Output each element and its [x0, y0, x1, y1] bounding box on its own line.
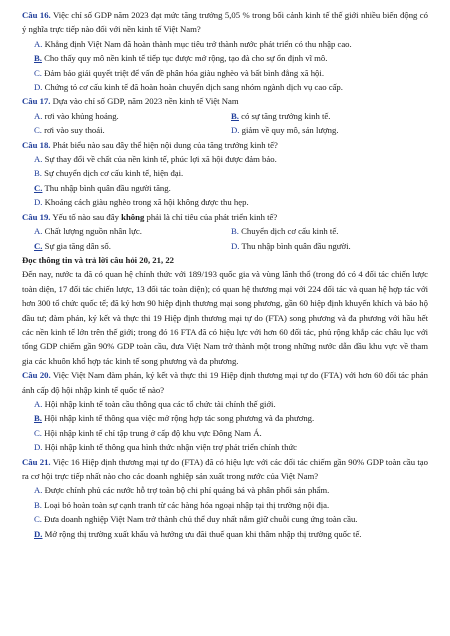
option-letter-answer: B. [231, 110, 239, 121]
option-text: Hội nhập kinh tế thông qua việc mở rộng hợp tác song phương và đa phương. [44, 413, 315, 424]
option-text: Chuyển dịch cơ cấu kinh tế. [241, 226, 339, 237]
option-text: Hội nhập kinh tế toàn cầu thông qua các tổ chức tài chính thế giới. [44, 398, 276, 409]
question-body: Việc chỉ số GDP năm 2023 đạt mức tăng trưởng 5,05 % trong bối cảnh kinh tế thế giới nhiều biến động có ý nghĩa trực tiếp nào đối với nền kinh tế Việt Nam? [22, 10, 429, 35]
option-text: Thu nhập bình quân đầu người. [241, 240, 351, 251]
option-a[interactable] [34, 109, 231, 123]
option-a[interactable] [34, 224, 231, 238]
option-letter: D. [34, 82, 43, 93]
option-text: Chứng tỏ cơ cấu kinh tế đã hoàn hoàn chuyển dịch sang nhóm ngành dịch vụ cao cấp. [44, 82, 343, 93]
question-number: Câu 16. [22, 10, 51, 20]
option-letter: B. [34, 168, 42, 179]
option-letter-answer: C. [34, 182, 43, 193]
option-letter: A. [34, 226, 43, 237]
option-row [22, 109, 428, 123]
reading-passage [22, 253, 428, 368]
question-text [22, 8, 428, 37]
question-19 [22, 210, 428, 253]
question-21 [22, 455, 428, 541]
option-letter: A. [34, 398, 43, 409]
option-letter: C. [34, 514, 42, 525]
option-text: Khẳng định Việt Nam đã hoàn thành mục tiêu trở thành nước phát triển có thu nhập cao. [44, 38, 352, 49]
question-20 [22, 368, 428, 454]
option-d[interactable] [22, 440, 428, 454]
question-text [22, 138, 428, 152]
question-16 [22, 8, 428, 94]
question-number: Câu 17. [22, 96, 51, 107]
option-letter: B. [231, 226, 239, 237]
option-text: Loại bỏ hoàn toàn sự cạnh tranh từ các hàng hóa ngoại nhập tại thị trường nội địa. [44, 499, 330, 510]
option-c[interactable] [34, 239, 231, 253]
option-letter: D. [231, 240, 240, 251]
option-d[interactable] [22, 80, 428, 94]
option-d[interactable] [22, 195, 428, 209]
option-letter: A. [34, 485, 43, 496]
option-b[interactable] [22, 51, 428, 65]
option-text: giảm về quy mô, sản lượng. [241, 125, 339, 136]
option-letter: A. [34, 110, 43, 121]
option-d[interactable] [231, 239, 428, 253]
option-text: Thu nhập bình quân đầu người tăng. [44, 182, 171, 193]
option-letter: C. [34, 427, 42, 438]
option-b[interactable] [231, 109, 428, 123]
option-letter: D. [231, 125, 240, 136]
option-a[interactable] [22, 37, 428, 51]
option-text: Chất lượng nguồn nhân lực. [44, 226, 142, 237]
option-letter: C. [34, 125, 42, 136]
option-letter-answer: B. [34, 53, 42, 64]
question-number: Câu 19. [22, 211, 51, 222]
option-letter: D. [34, 442, 43, 453]
option-b[interactable] [231, 224, 428, 238]
option-text: Sự gia tăng dân số. [44, 240, 111, 251]
option-text: Khoảng cách giàu nghèo trong xã hội không được thu hẹp. [44, 197, 249, 208]
option-row [22, 239, 428, 253]
option-letter: C. [34, 67, 42, 78]
passage-heading: Đọc thông tin và trả lời câu hỏi 20, 21, 22 [22, 254, 175, 265]
question-text [22, 455, 428, 484]
question-number: Câu 20. [22, 370, 51, 381]
option-letter-answer: C. [34, 240, 43, 251]
question-number: Câu 18. [22, 139, 51, 150]
question-body: Dựa vào chỉ số GDP, năm 2023 nền kinh tế Việt Nam [52, 96, 239, 107]
option-letter: B. [34, 499, 42, 510]
question-text [22, 210, 428, 224]
option-text: Mở rộng thị trường xuất khẩu và hưởng ưu đãi thuế quan khi thâm nhập thị trường quốc tế. [44, 528, 362, 539]
option-text: rơi vào suy thoái. [44, 125, 105, 136]
option-letter-answer: B. [34, 413, 42, 424]
option-text: Đảm bảo giải quyết triệt để vấn đề phân hóa giàu nghèo và bất bình đẳng xã hội. [44, 67, 324, 78]
question-body: Phát biểu nào sau đây thể hiện nội dung của tăng trưởng kinh tế? [52, 139, 278, 150]
option-row [22, 224, 428, 238]
option-letter: A. [34, 154, 43, 165]
option-text: Sự thay đổi về chất của nền kinh tế, phúc lợi xã hội được đảm bảo. [44, 154, 277, 165]
option-c[interactable] [22, 426, 428, 440]
option-text: có sự tăng trưởng kinh tế. [241, 110, 331, 121]
option-text: Cho thấy quy mô nền kinh tế tiếp tục được mở rộng, tạo đà cho sự ổn định vĩ mô. [44, 53, 328, 64]
question-body: Yếu tố nào sau đây [52, 211, 122, 222]
question-body: phải là chỉ tiêu của phát triển kinh tế? [144, 211, 278, 222]
option-text: Sự chuyển dịch cơ cấu kinh tế, hiện đại. [44, 168, 184, 179]
question-body: Việc Việt Nam đàm phán, ký kết và thực thi 19 Hiệp định thương mại tự do (FTA) với hơn 60 đối tác phản ánh cấp độ hội nhập kinh tế quốc tế nào? [22, 370, 429, 395]
option-c[interactable] [22, 512, 428, 526]
question-number: Câu 21. [22, 456, 51, 467]
question-text [22, 94, 428, 108]
option-c[interactable] [34, 123, 231, 137]
option-text: rơi vào khủng hoảng. [44, 110, 119, 121]
option-d[interactable] [22, 527, 428, 541]
option-text: Đưa doanh nghiệp Việt Nam trở thành chủ thể duy nhất nắm giữ chuỗi cung ứng toàn cầu. [44, 514, 358, 525]
question-body: Việc 16 Hiệp định thương mại tự do (FTA) đã có hiệu lực với các đối tác chiếm gần 90% GDP toàn cầu tạo ra cơ hội trực tiếp nhất nào cho các doanh nghiệp sản xuất trong nước của Việt Nam? [22, 456, 428, 481]
question-emphasis: không [121, 211, 145, 222]
option-c[interactable] [22, 181, 428, 195]
option-letter: A. [34, 38, 43, 49]
option-b[interactable] [22, 166, 428, 180]
question-18 [22, 138, 428, 210]
option-a[interactable] [22, 483, 428, 497]
passage-text: Đến nay, nước ta đã có quan hệ chính thức với 189/193 quốc gia và vùng lãnh thổ (trong đó có 4 đối tác chiến lược toàn diện, 17 đối tác chiến lược, 13 đối tác toàn diện); có quan hệ thương mại với 224 đối tác và quan hệ hợp tác với hơn 300 tổ chức quốc tế; đã ký hơn 90 hiệp định thương mại song phương, gần 60 hiệp định khuyến khích và bảo hộ đầu tư; đàm phán, ký kết và thực thi 19 Hiệp định thương mại tự do (FTA) song phương và đa phương với hầu hết các nền kinh tế lớn trên thế giới; trong đó 16 FTA đã có hiệu lực với hơn 60 đối tác, phủ rộng khắp các châu lục với tổng GDP chiếm gần 90% GDP toàn cầu, đưa Việt Nam trở thành một trong những nước dẫn đầu khu vực về tham gia các khuôn khổ hợp tác kinh tế song phương và đa phương. [22, 269, 428, 366]
option-text: Hội nhập kinh tế chỉ tập trung ở cấp độ khu vực Đông Nam Á. [44, 427, 262, 438]
option-b[interactable] [22, 498, 428, 512]
question-text [22, 368, 428, 397]
option-text: Được chính phủ các nước hỗ trợ toàn bộ chi phí quảng bá và phân phối sản phẩm. [44, 485, 330, 496]
option-b[interactable] [22, 411, 428, 425]
option-letter: D. [34, 197, 43, 208]
option-text: Hội nhập kinh tế thông qua hình thức nhận viện trợ phát triển chính thức [44, 442, 298, 453]
option-a[interactable] [22, 397, 428, 411]
option-letter-answer: D. [34, 528, 43, 539]
option-a[interactable] [22, 152, 428, 166]
option-d[interactable] [231, 123, 428, 137]
option-c[interactable] [22, 66, 428, 80]
option-row [22, 123, 428, 137]
question-17 [22, 94, 428, 137]
